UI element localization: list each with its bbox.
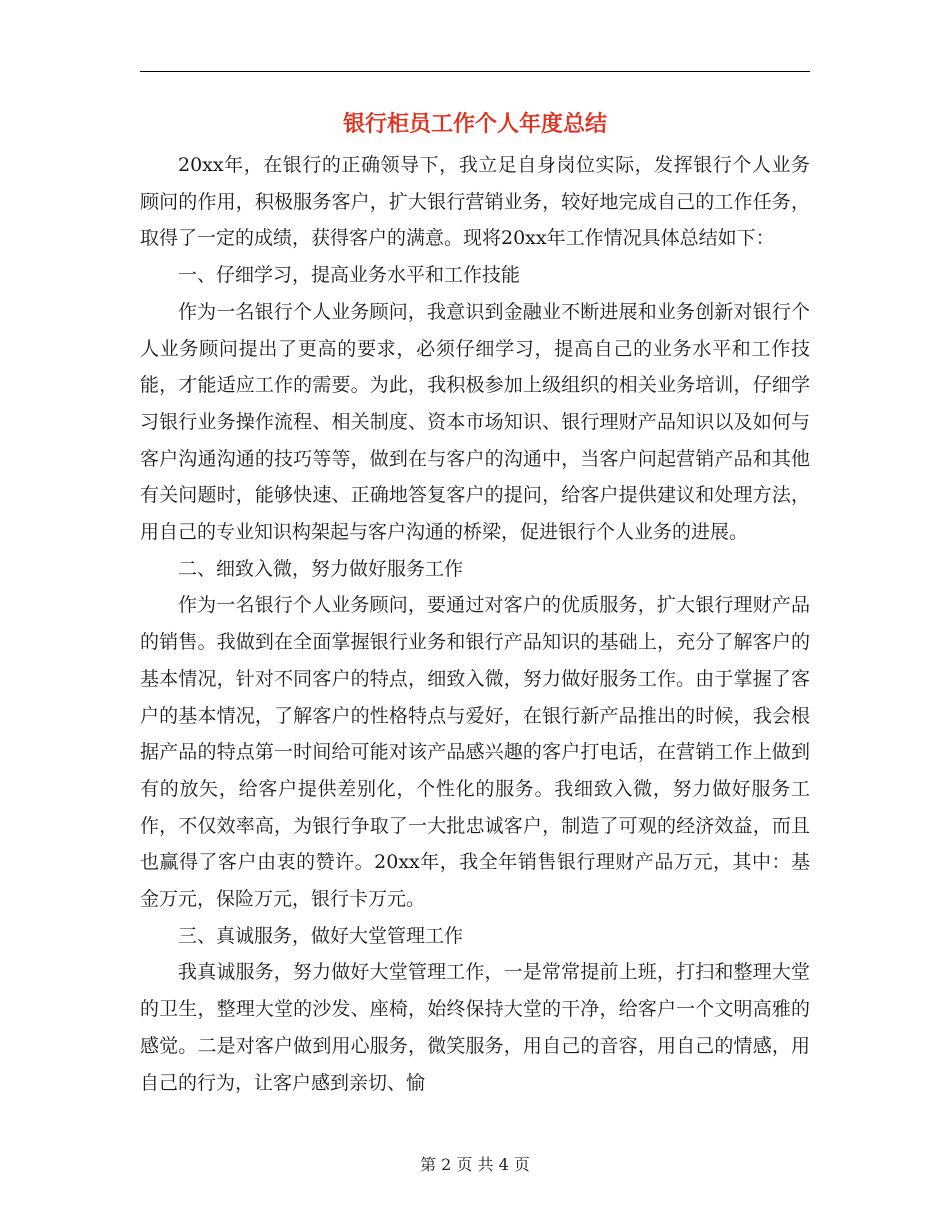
paragraph-section-3: 我真诚服务，努力做好大堂管理工作，一是常常提前上班，打扫和整理大堂的卫生，整理大堂的沙发、座椅，始终保持大堂的干净，给客户一个文明高雅的感觉。二是对客户做到用心服务，微笑服务，用自己的音容，用自己的情感，用自己的行为，让客户感到亲切、愉 — [140, 961, 810, 1094]
page-number: 第 2 页 共 4 页 — [420, 1155, 530, 1174]
paragraph-section-2: 作为一名银行个人业务顾问，要通过对客户的优质服务，扩大银行理财产品的销售。我做到在全面掌握银行业务和银行产品知识的基础上，充分了解客户的基本情况，针对不同客户的特点，细致入微，努力做好服务工作。由于掌握了客户的基本情况，了解客户的性格特点与爱好，在银行新产品推出的时候，我会根据产品的特点第一时间给可能对该产品感兴趣的客户打电话，在营销工作上做到有的放矢，给客户提供差别化，个性化的服务。我细致入微，努力做好服务工作，不仅效率高，为银行争取了一大批忠诚客户，制造了可观的经济效益，而且也赢得了客户由衷的赞许。20xx年，我全年销售银行理财产品万元，其中：基金万元，保险万元，银行卡万元。 — [140, 594, 810, 911]
paragraph-intro: 20xx年，在银行的正确领导下，我立足自身岗位实际，发挥银行个人业务顾问的作用，积极服务客户，扩大银行营销业务，较好地完成自己的工作任务，取得了一定的成绩，获得客户的满意。现将20xx年工作情况具体总结如下： — [140, 154, 810, 250]
header-rule — [140, 71, 810, 72]
section-heading-2: 二、细致入微，努力做好服务工作 — [178, 557, 464, 580]
section-heading-3: 三、真诚服务，做好大堂管理工作 — [178, 924, 464, 947]
document-title: 银行柜员工作个人年度总结 — [342, 111, 607, 137]
section-heading-1: 一、仔细学习，提高业务水平和工作技能 — [178, 264, 521, 287]
document-body — [140, 147, 810, 1101]
paragraph-section-1: 作为一名银行个人业务顾问，我意识到金融业不断进展和业务创新对银行个人业务顾问提出了更高的要求，必须仔细学习，提高自己的业务水平和工作技能，才能适应工作的需要。为此，我积极参加上级组织的相关业务培训，仔细学习银行业务操作流程、相关制度、资本市场知识、银行理财产品知识以及如何与客户沟通沟通的技巧等等，做到在与客户的沟通中，当客户问起营销产品和其他有关问题时，能够快速、正确地答复客户的提问，给客户提供建议和处理方法，用自己的专业知识构架起与客户沟通的桥梁，促进银行个人业务的进展。 — [140, 300, 810, 544]
